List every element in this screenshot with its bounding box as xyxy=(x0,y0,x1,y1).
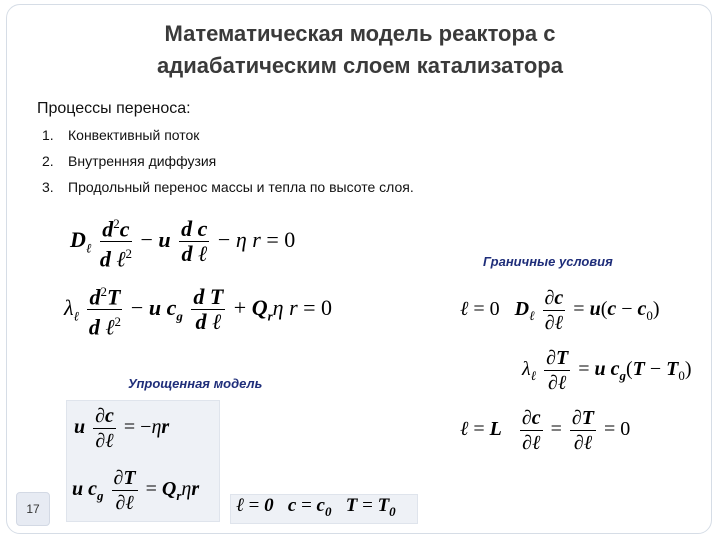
simplified-equation-heat: u $c_g$ $\frac{\partial T}{\text{∂ℓ}}$ = $Q_r\eta r$ xyxy=(72,467,200,514)
boundary-condition-outlet: ℓ = L $\frac{\partial c}{\text{∂ℓ}}$ = $\frac{\partial T}{\text{∂ℓ}}$ = 0 xyxy=(460,407,631,454)
boundary-condition-inlet-mass: ℓ = 0 $D_\ell$ $\frac{\partial c}{\text{∂ℓ}}$ = $u(c - c_0)$ xyxy=(460,287,660,334)
list-item: 3. Продольный перенос массы и тепла по высоте слоя. xyxy=(42,179,414,195)
processes-heading: Процессы переноса: xyxy=(37,100,191,117)
list-item: 1. Конвективный поток xyxy=(42,127,200,143)
simplified-equation-mass: u $\frac{\partial c}{\text{∂ℓ}}$ = −ηr xyxy=(74,405,170,452)
initial-condition: ℓ = 0 $c = c_0$ $T = T_0$ xyxy=(236,495,396,519)
title-line-1: Математическая модель реактора с xyxy=(164,21,556,46)
boundary-conditions-label: Граничные условия xyxy=(483,254,613,269)
page-number: 17 xyxy=(16,492,50,526)
title-line-2: адиабатическим слоем катализатора xyxy=(157,53,563,78)
equation-mass-balance: $D_\ell$ $\frac{d^2c}{d \ell^2}$ − u $\frac{\text{d c}}{\text{d ℓ}}$ − η r = 0 xyxy=(70,212,295,272)
list-item: 2. Внутренняя диффузия xyxy=(42,153,217,169)
simplified-model-label: Упрощенная модель xyxy=(128,376,263,391)
processes-list xyxy=(42,126,414,204)
slide-title xyxy=(60,18,660,82)
boundary-condition-inlet-heat: $\lambda_\ell$ $\frac{\partial T}{\text{∂ℓ}}$ = u $c_g(T - T_0)$ xyxy=(522,347,692,394)
equation-heat-balance: $\lambda_\ell$ $\frac{d^2T}{d \ell^2}$ − u $c_g$ $\frac{\text{d T}}{\text{d ℓ}}$ + $Q_r\eta$ r = 0 xyxy=(64,280,332,340)
